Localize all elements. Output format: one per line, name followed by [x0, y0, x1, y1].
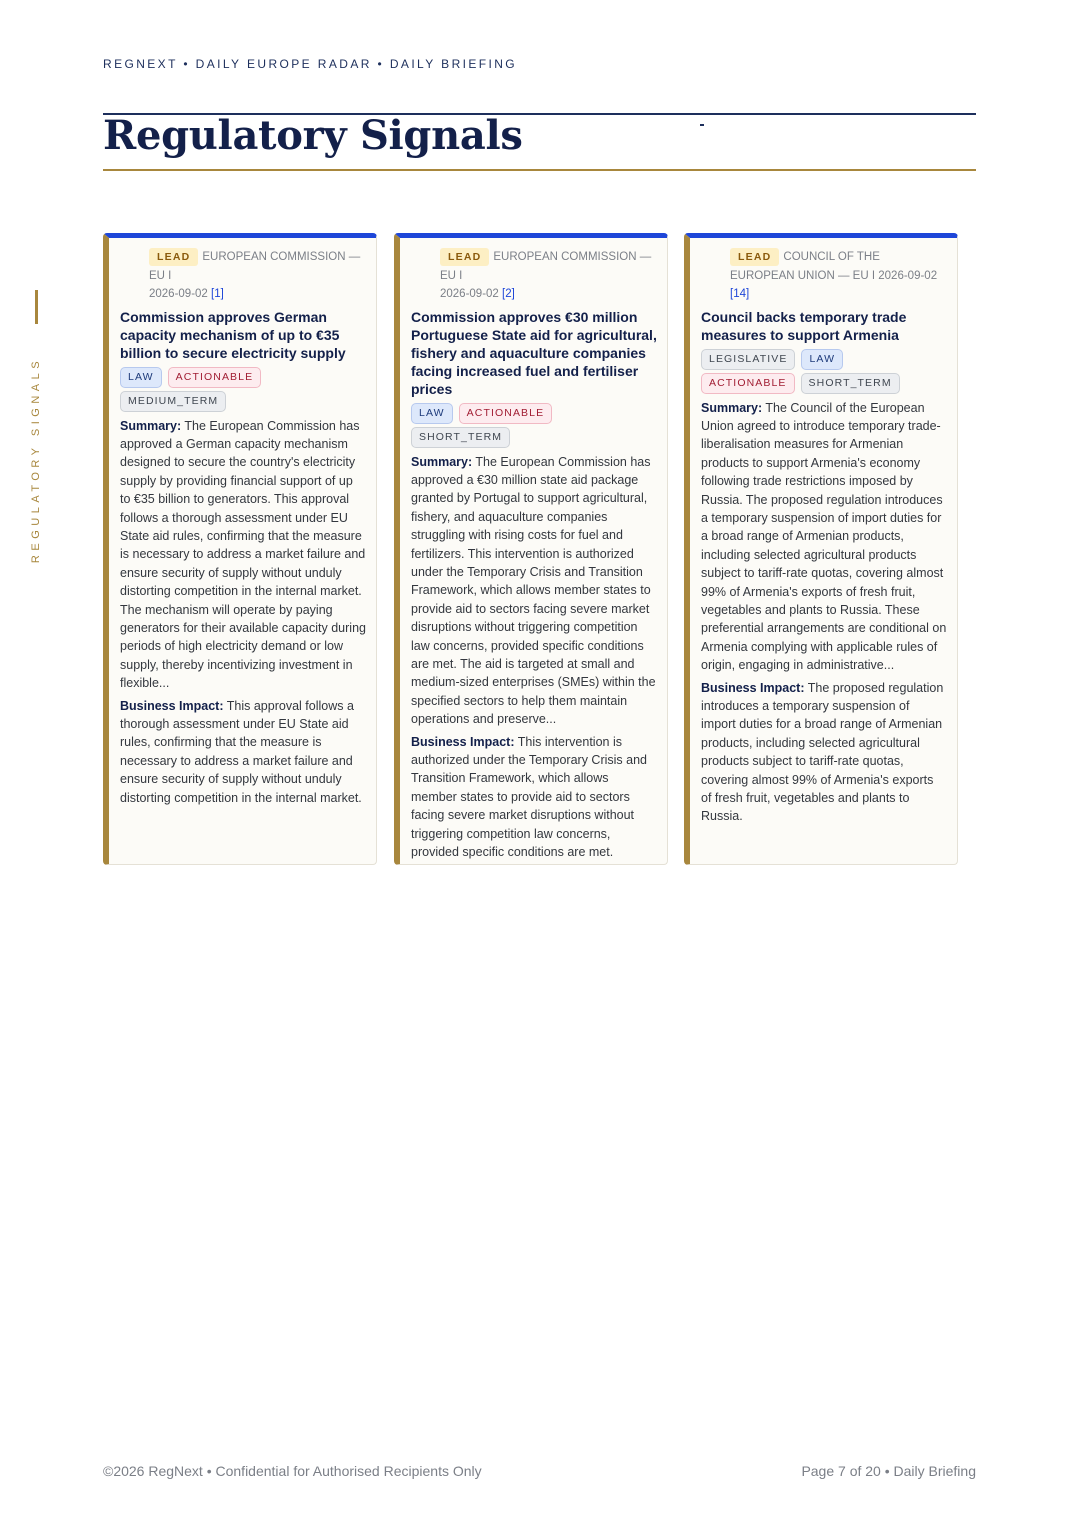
- lead-badge: LEAD: [440, 248, 489, 266]
- reference-link[interactable]: [2]: [502, 288, 515, 300]
- card-business-impact: [120, 697, 366, 807]
- card-summary: [120, 417, 366, 693]
- summary-label: Summary:: [120, 418, 182, 433]
- card-business-impact: [701, 679, 947, 826]
- summary-text: The European Commission has approved a German capacity mechanism designed to secure the country's electricity supply by providing financial support of up to €35 billion to generators. This approval follows a thorough assessment under EU State aid rules, confirming that the measure is necessary to address a market failure and ensure security of supply without unduly distorting competition in the internal market. The mechanism will operate by paying generators for their available capacity during periods of high electricity demand or low supply, thereby incentivizing investment in flexible...: [120, 418, 366, 691]
- tag-actionable: ACTIONABLE: [701, 373, 795, 394]
- summary-label: Summary:: [701, 400, 763, 415]
- impact-text: This intervention is authorized under the Temporary Crisis and Transition Framework, which allows member states to provide aid to sectors facing severe market disruptions without triggering competition law concerns, provided specific conditions are met.: [411, 734, 648, 860]
- header-rule-bottom: [103, 169, 976, 171]
- card-summary: [701, 399, 947, 675]
- tag-actionable: ACTIONABLE: [459, 403, 553, 424]
- header-mark: [700, 124, 704, 126]
- reference-link[interactable]: [1]: [211, 288, 224, 300]
- tag-law: LAW: [411, 403, 453, 424]
- card-summary: [411, 453, 657, 729]
- card-title: Council backs temporary trade measures to support Armenia: [701, 308, 907, 343]
- tag-law: LAW: [801, 349, 843, 370]
- card-source: COUNCIL OF THE EUROPEAN UNION — EU I: [730, 251, 880, 282]
- tag-actionable: ACTIONABLE: [168, 367, 262, 388]
- top-breadcrumb: REGNEXT • DAILY EUROPE RADAR • DAILY BRIEFING: [103, 57, 518, 71]
- tag-legislative: LEGISLATIVE: [701, 349, 795, 370]
- page-title: Regulatory Signals: [103, 112, 523, 159]
- tag-list: [701, 347, 947, 395]
- tag-law: LAW: [120, 367, 162, 388]
- signal-card[interactable]: [684, 233, 958, 865]
- card-meta: [120, 248, 366, 304]
- card-title: Commission approves €30 million Portuguese State aid for agricultural, fishery and aquaculture companies facing increased fuel and fertiliser prices: [411, 308, 657, 397]
- impact-label: Business Impact:: [411, 734, 515, 749]
- card-date: 2026-09-02: [440, 288, 499, 300]
- lead-badge: LEAD: [730, 248, 779, 266]
- reference-link[interactable]: [14]: [730, 288, 750, 300]
- signal-card[interactable]: [394, 233, 668, 865]
- card-title: Commission approves German capacity mechanism of up to €35 billion to secure electricity supply: [120, 308, 346, 361]
- tag-list: [120, 365, 366, 413]
- tag-horizon: SHORT_TERM: [801, 373, 900, 394]
- impact-label: Business Impact:: [120, 698, 224, 713]
- tag-horizon: MEDIUM_TERM: [120, 391, 226, 412]
- summary-label: Summary:: [411, 454, 473, 469]
- tag-horizon: SHORT_TERM: [411, 427, 510, 448]
- impact-text: This approval follows a thorough assessment under EU State aid rules, confirming that the measure is necessary to address a market failure and ensure security of supply without unduly distorting competition in the internal market.: [120, 698, 362, 805]
- summary-text: The European Commission has approved a €30 million state aid package granted by Portugal to support agricultural, fishery, and aquaculture companies struggling with rising costs for fuel and fertilizers. This intervention is authorized under the Temporary Crisis and Transition Framework, which allows member states to provide aid to sectors facing severe market disruptions without triggering competition law concerns, provided specific conditions are met. The aid is targeted at small and medium-sized enterprises (SMEs) within the specified sectors to help them maintain operations and preserve...: [411, 454, 656, 727]
- sidebar-accent-bar: [35, 290, 38, 324]
- impact-text: The proposed regulation introduces a temporary suspension of import duties for a broad range of Armenian products, including selected agricultural products subject to tariff-rate quotas, covering almost 99% of Armenia's exports of fresh fruit, vegetables and plants to Russia.: [701, 680, 944, 824]
- tag-list: [411, 401, 657, 449]
- card-meta: [411, 248, 657, 304]
- sidebar-section-label: REGULATORY SIGNALS: [30, 356, 42, 564]
- signal-card[interactable]: [103, 233, 377, 865]
- card-source: EUROPEAN COMMISSION — EU I: [149, 251, 361, 282]
- summary-text: The Council of the European Union agreed to introduce temporary trade-liberalisation measures for Armenian products to support Armenia's economy following trade restrictions imposed by Russia. The proposed regulation introduces a temporary suspension of import duties for a broad range of Armenian products, including selected agricultural products subject to tariff-rate quotas, covering almost 99% of Armenia's exports of fresh fruit, vegetables and plants to Russia. These preferential arrangements are conditional on Armenia complying with applicable rules of origin, engaging in administrative...: [701, 400, 947, 673]
- card-date: 2026-09-02: [149, 288, 208, 300]
- card-date: 2026-09-02: [878, 269, 938, 282]
- lead-badge: LEAD: [149, 248, 198, 266]
- footer-page-number: Page 7 of 20 • Daily Briefing: [801, 1463, 976, 1479]
- card-business-impact: [411, 733, 657, 862]
- card-meta: [701, 248, 947, 304]
- footer-copyright: ©2026 RegNext • Confidential for Authorised Recipients Only: [103, 1463, 482, 1479]
- impact-label: Business Impact:: [701, 680, 805, 695]
- card-source: EUROPEAN COMMISSION — EU I: [440, 251, 652, 282]
